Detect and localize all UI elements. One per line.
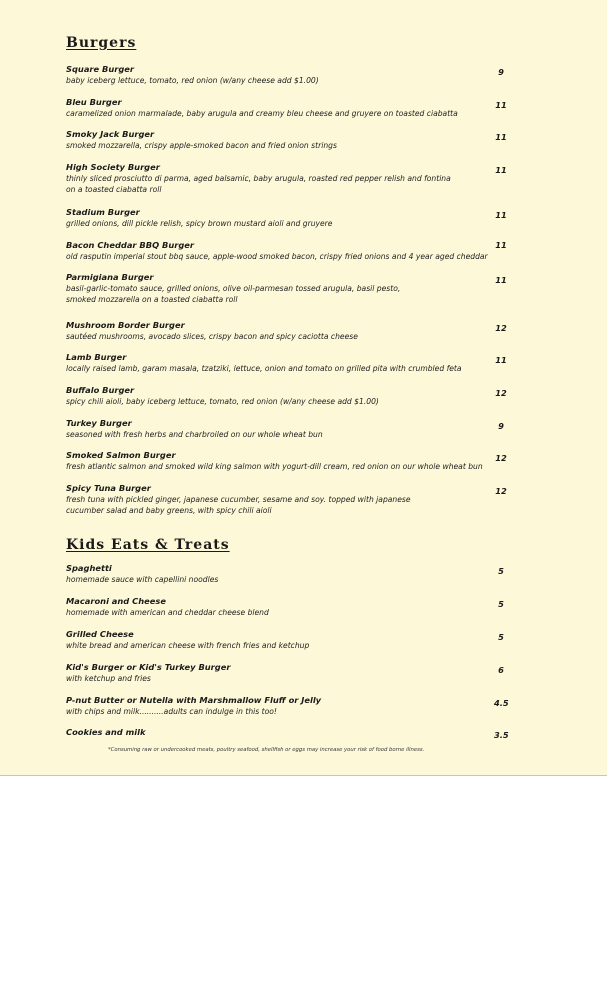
menu-item bbox=[66, 352, 516, 374]
menu-item-description: grilled onions, dill pickle relish, spicy brown mustard aioli and gruyere bbox=[66, 219, 333, 228]
menu-item-description: with chips and milk..........adults can indulge in this too! bbox=[66, 707, 277, 716]
menu-item-name: Spaghetti bbox=[66, 563, 112, 573]
menu-item-description: caramelized onion marmalade, baby arugula and creamy bleu cheese and gruyere on toasted ciabatta bbox=[66, 109, 458, 118]
menu-item-name: Smoky Jack Burger bbox=[66, 129, 155, 139]
menu-item-description: smoked mozzarella, crispy apple-smoked bacon and fried onion strings bbox=[66, 141, 337, 150]
menu-item bbox=[66, 64, 516, 86]
menu-item-price: 11 bbox=[495, 132, 507, 142]
menu-item-description: fresh tuna with pickled ginger, japanese cucumber, sesame and soy. topped with japanese bbox=[66, 495, 411, 504]
menu-item-name: Cookies and milk bbox=[66, 727, 146, 737]
menu-item-price: 6 bbox=[498, 665, 504, 675]
menu-item bbox=[66, 695, 516, 717]
menu-item bbox=[66, 727, 516, 738]
menu-item bbox=[66, 563, 516, 585]
menu-item-name: Bacon Cheddar BBQ Burger bbox=[66, 240, 194, 250]
menu-item bbox=[66, 320, 516, 342]
menu-item-name: Bleu Burger bbox=[66, 97, 122, 107]
menu-item-name: Kid's Burger or Kid's Turkey Burger bbox=[66, 662, 231, 672]
menu-item-name: Smoked Salmon Burger bbox=[66, 450, 176, 460]
menu-item-price: 11 bbox=[495, 355, 507, 365]
menu-item bbox=[66, 483, 516, 516]
menu-item-description: homemade with american and cheddar cheese blend bbox=[66, 608, 269, 617]
menu-item-description: seasoned with fresh herbs and charbroiled on our whole wheat bun bbox=[66, 430, 323, 439]
menu-item-price: 5 bbox=[498, 632, 504, 642]
menu-item-price: 9 bbox=[498, 421, 504, 431]
menu-item-price: 11 bbox=[495, 100, 507, 110]
menu-item bbox=[66, 272, 516, 305]
menu-item-price: 5 bbox=[498, 566, 504, 576]
menu-item-description: white bread and american cheese with french fries and ketchup bbox=[66, 641, 310, 650]
menu-item-name: Buffalo Burger bbox=[66, 385, 135, 395]
menu-item-description: old rasputin imperial stout bbq sauce, apple-wood smoked bacon, crispy fried onions and 4 year aged cheddar bbox=[66, 252, 488, 261]
menu-item-price: 12 bbox=[495, 323, 507, 333]
menu-item bbox=[66, 97, 516, 119]
menu-item-name: Lamb Burger bbox=[66, 352, 127, 362]
menu-item bbox=[66, 385, 516, 407]
menu-item-price: 11 bbox=[495, 240, 507, 250]
menu-item-name: Stadium Burger bbox=[66, 207, 140, 217]
menu-item-name: High Society Burger bbox=[66, 162, 160, 172]
menu-item bbox=[66, 418, 516, 440]
menu-item-name: Spicy Tuna Burger bbox=[66, 483, 151, 493]
menu-item bbox=[66, 162, 516, 195]
menu-item-description: cucumber salad and baby greens, with spicy chili aioli bbox=[66, 506, 272, 515]
menu-item bbox=[66, 662, 516, 684]
burgers-heading: Burgers bbox=[66, 35, 137, 51]
menu-item-price: 11 bbox=[495, 275, 507, 285]
menu-item bbox=[66, 129, 516, 151]
kids-heading: Kids Eats & Treats bbox=[66, 537, 230, 553]
menu-item-price: 11 bbox=[495, 165, 507, 175]
menu-item-name: Square Burger bbox=[66, 64, 135, 74]
menu-item-description: baby iceberg lettuce, tomato, red onion (w/any cheese add $1.00) bbox=[66, 76, 319, 85]
menu-item-description: locally raised lamb, garam masala, tzatziki, lettuce, onion and tomato on grilled pita with crumbled feta bbox=[66, 364, 462, 373]
menu-item-price: 4.5 bbox=[494, 698, 509, 708]
menu-item bbox=[66, 240, 516, 262]
menu-item bbox=[66, 450, 516, 472]
menu-item-name: Mushroom Border Burger bbox=[66, 320, 185, 330]
food-safety-footnote: *Consuming raw or undercooked meats, poultry seafood, shellfish or eggs may increase your risk of food borne illness. bbox=[108, 747, 425, 753]
menu-item-price: 3.5 bbox=[494, 730, 509, 740]
menu-item-description: basil-garlic-tomato sauce, grilled onions, olive oil-parmesan tossed arugula, basil pesto, bbox=[66, 284, 401, 293]
menu-item-description: thinly sliced prosciutto di parma, aged balsamic, baby arugula, roasted red pepper relish and fontina bbox=[66, 174, 451, 183]
menu-item-description: sautéed mushrooms, avocado slices, crispy bacon and spicy caciotta cheese bbox=[66, 332, 358, 341]
menu-item-price: 11 bbox=[495, 210, 507, 220]
menu-item-price: 12 bbox=[495, 486, 507, 496]
menu-item-name: Turkey Burger bbox=[66, 418, 132, 428]
menu-item-description: fresh atlantic salmon and smoked wild king salmon with yogurt-dill cream, red onion on our whole wheat bun bbox=[66, 462, 483, 471]
menu-item-name: Parmigiana Burger bbox=[66, 272, 154, 282]
menu-item-price: 9 bbox=[498, 67, 504, 77]
menu-item-description: on a toasted ciabatta roll bbox=[66, 185, 162, 194]
menu-item-price: 12 bbox=[495, 453, 507, 463]
menu-item-description: homemade sauce with capellini noodles bbox=[66, 575, 219, 584]
menu-item-name: P-nut Butter or Nutella with Marshmallow Fluff or Jelly bbox=[66, 695, 322, 705]
menu-item-description: with ketchup and fries bbox=[66, 674, 151, 683]
menu-item bbox=[66, 596, 516, 618]
menu-item-name: Macaroni and Cheese bbox=[66, 596, 166, 606]
menu-item-description: smoked mozzarella on a toasted ciabatta roll bbox=[66, 295, 238, 304]
menu-item bbox=[66, 629, 516, 651]
menu-item bbox=[66, 207, 516, 229]
menu-item-price: 12 bbox=[495, 388, 507, 398]
menu-item-price: 5 bbox=[498, 599, 504, 609]
menu-item-name: Grilled Cheese bbox=[66, 629, 134, 639]
menu-item-description: spicy chili aioli, baby iceberg lettuce, tomato, red onion (w/any cheese add $1.00) bbox=[66, 397, 379, 406]
